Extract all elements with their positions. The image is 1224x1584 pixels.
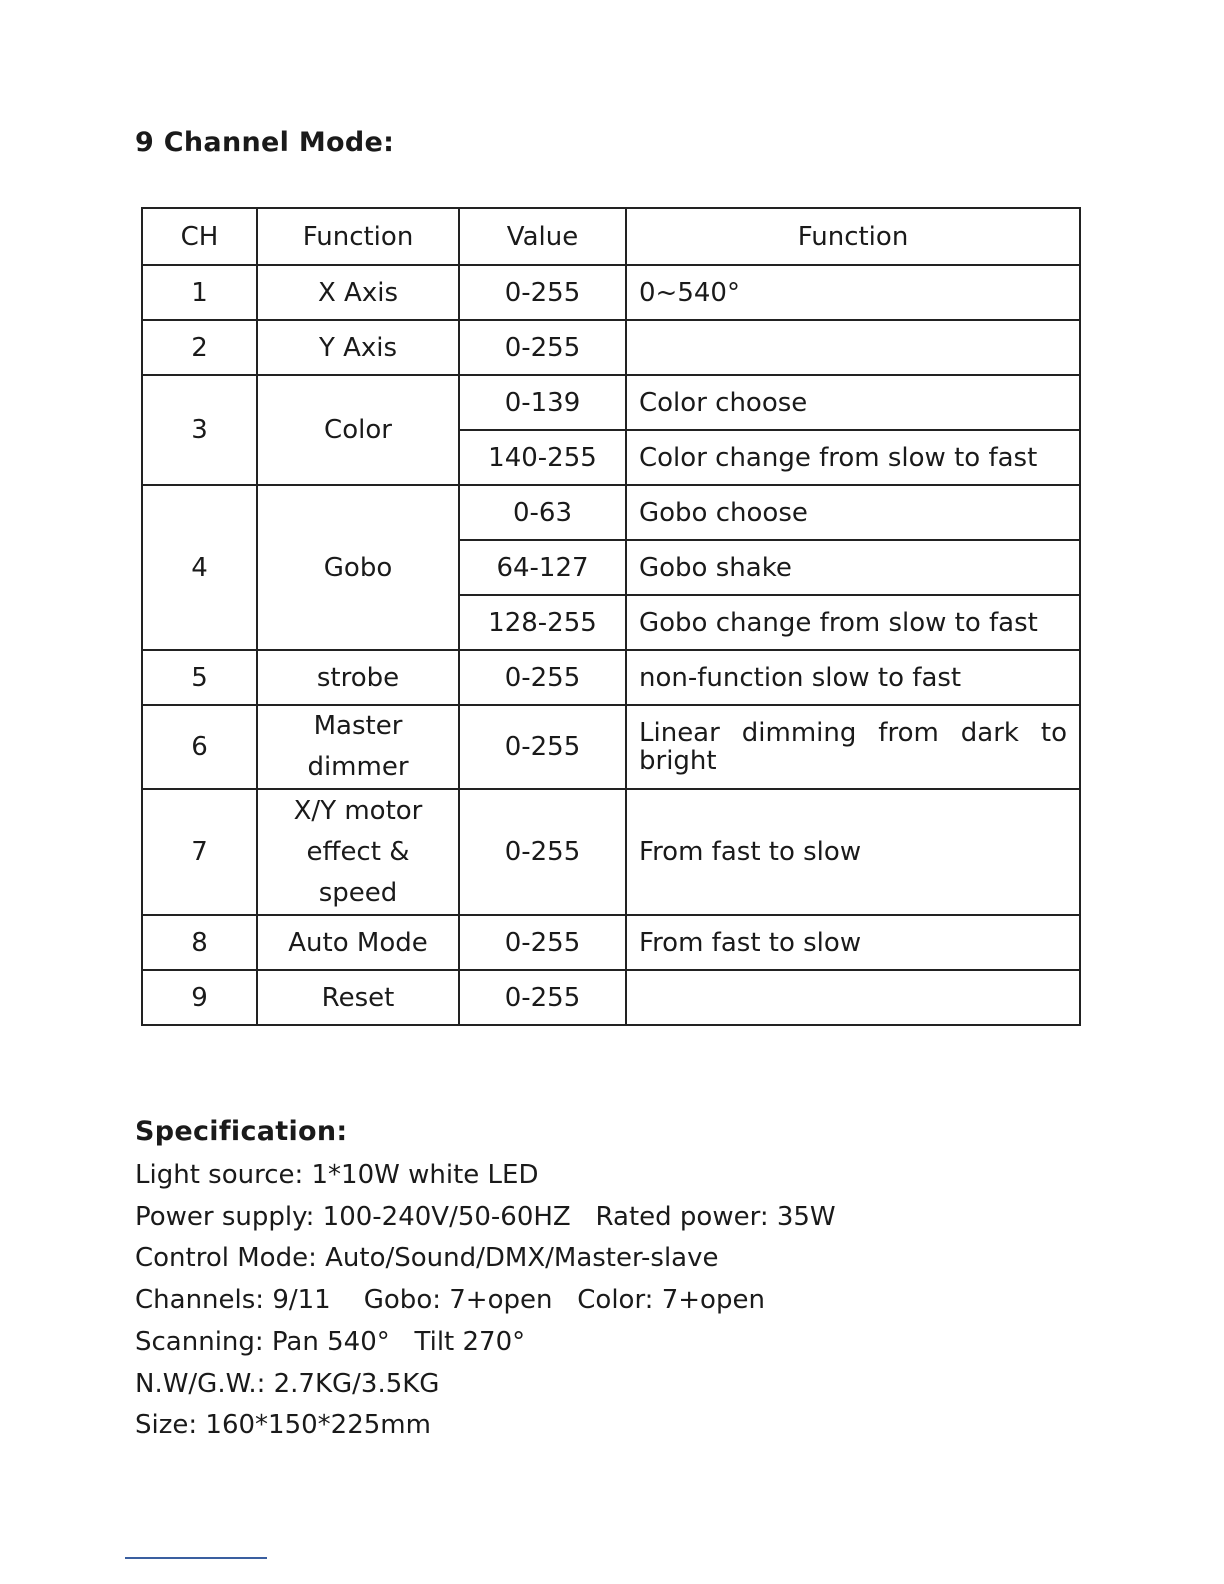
table-row — [142, 375, 1080, 430]
header-value: Value — [459, 208, 626, 265]
value-cell: 64-127 — [459, 540, 626, 595]
ch-cell: 2 — [142, 320, 257, 375]
specification-list — [135, 1155, 836, 1447]
description-cell: Gobo shake — [626, 540, 1080, 595]
ch-cell: 8 — [142, 915, 257, 970]
spec-size: Size: 160*150*225mm — [135, 1410, 431, 1441]
function-line: effect & — [306, 836, 410, 867]
header-ch: CH — [142, 208, 257, 265]
description-cell: From fast to slow — [626, 789, 1080, 915]
table-row — [142, 485, 1080, 540]
value-cell: 0-255 — [459, 915, 626, 970]
description-cell: Linear dimming from dark to bright — [626, 705, 1080, 789]
description-cell: Color choose — [626, 375, 1080, 430]
function-cell: Auto Mode — [257, 915, 459, 970]
specification-title: Specification: — [135, 1116, 348, 1147]
spec-scanning: Scanning: Pan 540° Tilt 270° — [135, 1326, 526, 1357]
function-cell: X Axis — [257, 265, 459, 320]
spec-power: Power supply: 100-240V/50-60HZ Rated power: 35W — [135, 1201, 836, 1232]
value-cell: 0-255 — [459, 705, 626, 789]
description-cell — [626, 970, 1080, 1025]
description-cell: 0~540° — [626, 265, 1080, 320]
table-row — [142, 705, 1080, 789]
spec-light-source: Light source: 1*10W white LED — [135, 1160, 539, 1190]
value-cell: 0-139 — [459, 375, 626, 430]
function-line: dimmer — [307, 752, 409, 782]
ch-cell: 6 — [142, 705, 257, 789]
value-cell: 0-63 — [459, 485, 626, 540]
description-cell: Gobo choose — [626, 485, 1080, 540]
function-line: X/Y motor — [293, 795, 423, 826]
table-row — [142, 915, 1080, 970]
function-cell: Reset — [257, 970, 459, 1025]
description-cell — [626, 320, 1080, 375]
description-cell: Gobo change from slow to fast — [626, 595, 1080, 650]
function-cell: Y Axis — [257, 320, 459, 375]
footer-rule — [125, 1557, 267, 1559]
value-cell: 0-255 — [459, 265, 626, 320]
value-cell: 128-255 — [459, 595, 626, 650]
value-cell: 0-255 — [459, 970, 626, 1025]
spec-weight: N.W/G.W.: 2.7KG/3.5KG — [135, 1368, 440, 1399]
table-row — [142, 789, 1080, 915]
value-cell: 140-255 — [459, 430, 626, 485]
function-cell: strobe — [257, 650, 459, 705]
description-cell: non-function slow to fast — [626, 650, 1080, 705]
table-header-row — [142, 208, 1080, 265]
function-cell — [257, 789, 459, 915]
spec-channels: Channels: 9/11 Gobo: 7+open Color: 7+open — [135, 1285, 765, 1316]
value-cell: 0-255 — [459, 320, 626, 375]
description-cell: Color change from slow to fast — [626, 430, 1080, 485]
table-row — [142, 320, 1080, 375]
header-description: Function — [626, 208, 1080, 265]
ch-cell: 5 — [142, 650, 257, 705]
ch-cell: 7 — [142, 789, 257, 915]
function-line: Master — [313, 711, 403, 741]
page-title: 9 Channel Mode: — [135, 127, 395, 158]
channel-table — [141, 207, 1081, 1026]
table-row — [142, 650, 1080, 705]
table-row — [142, 265, 1080, 320]
ch-cell: 4 — [142, 485, 257, 650]
value-cell: 0-255 — [459, 789, 626, 915]
function-line: speed — [318, 877, 398, 908]
function-cell — [257, 705, 459, 789]
ch-cell: 9 — [142, 970, 257, 1025]
function-cell: Color — [257, 375, 459, 485]
function-cell: Gobo — [257, 485, 459, 650]
table-row — [142, 970, 1080, 1025]
spec-control-mode: Control Mode: Auto/Sound/DMX/Master-slave — [135, 1243, 719, 1274]
ch-cell: 3 — [142, 375, 257, 485]
header-function: Function — [257, 208, 459, 265]
ch-cell: 1 — [142, 265, 257, 320]
description-cell: From fast to slow — [626, 915, 1080, 970]
value-cell: 0-255 — [459, 650, 626, 705]
